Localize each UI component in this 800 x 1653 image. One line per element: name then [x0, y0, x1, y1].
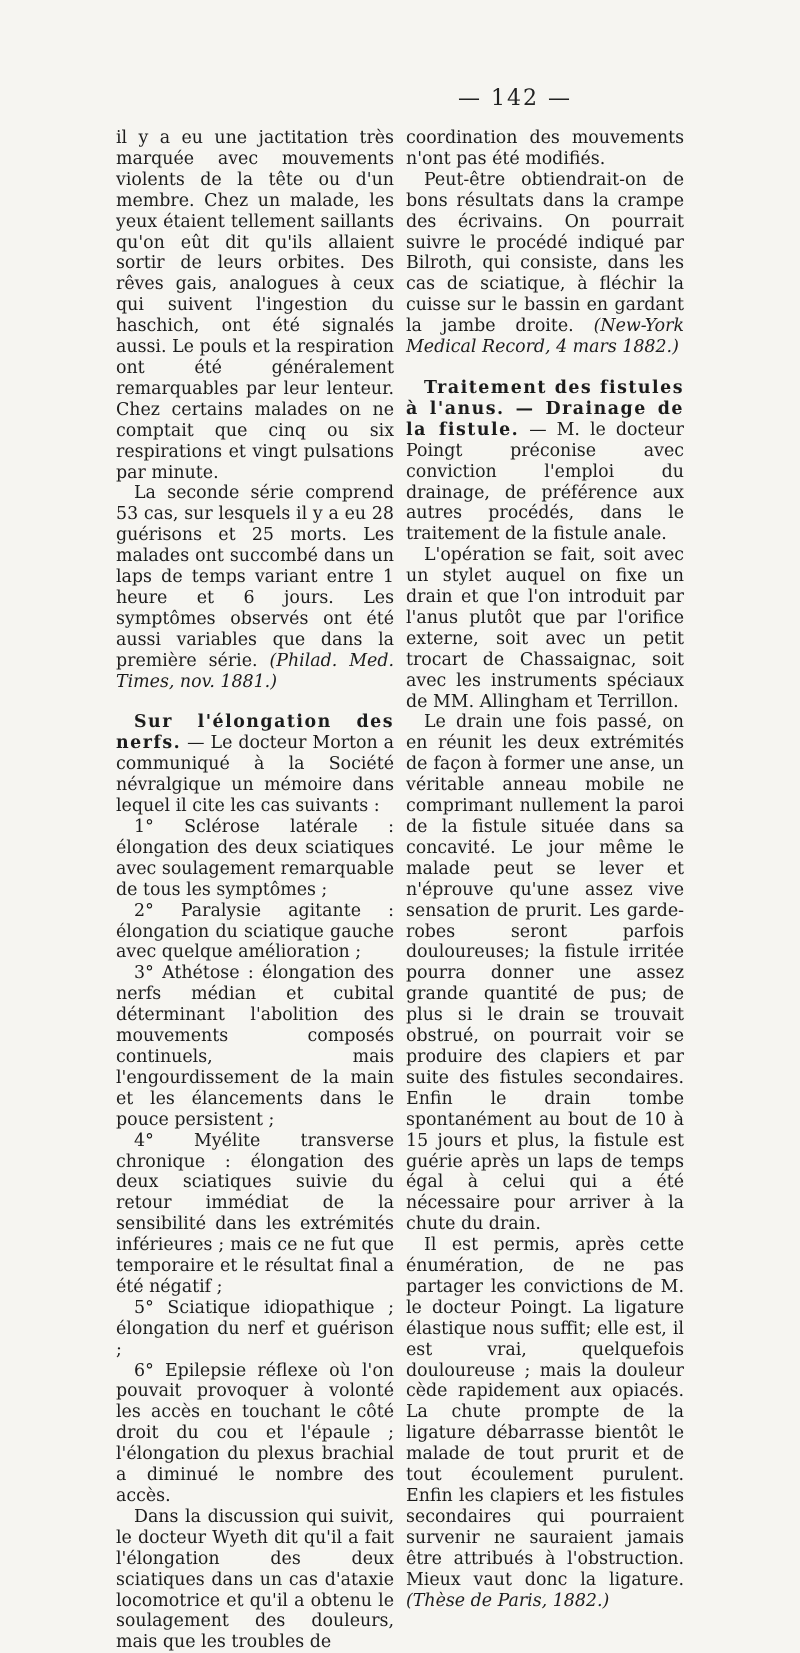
paragraph-text: La seconde série comprend 53 cas, sur lesquels il y a eu 28 guérisons et 25 morts. Les malades ont succombé dans un laps de temps variant entre 1 heure et 6 jours. Les symptômes observés ont été aussi variables que dans la première série.: [116, 483, 394, 671]
citation: (Philad. Med. Times, nov. 1881.): [116, 650, 394, 692]
list-item: 6° Epilepsie réflexe où l'on pouvait provoquer à volonté les accès en touchant le côté droit du cou et l'épaule ; l'élongation du plexus brachial a diminué le nombre des accès.: [116, 1360, 394, 1506]
paragraph: Le drain une fois passé, on en réunit les deux extrémités de façon à former une anse, un véritable anneau mobile ne comprimant nullement la paroi de la fistule située dans sa concavité. Le jour même le malade peut se lever et n'éprouve qu'une assez vive sensation de prurit. Les garde-robes seront parfois douloureuses; la fistule irritée pourra donner une assez grande quantité de pus; de plus si le drain se trouvait obstrué, on pourrait voir se produire des clapiers et par suite des fistules secondaires. Enfin le drain tombe spontanément au bout de 10 à 15 jours et plus, la fistule est guérie après un laps de temps égal à celui qui a été nécessaire pour arriver à la chute du drain.: [406, 712, 684, 1235]
list-item: 3° Athétose : élongation des nerfs médian et cubital déterminant l'abolition des mouvements composés continuels, mais l'engourdissement de la main et les élancements dans le pouce persistent ;: [116, 963, 394, 1130]
paragraph-text: Peut-être obtiendrait-on de bons résultats dans la crampe des écrivains. On pourrait suivre le procédé indiqué par Bilroth, qui consiste, dans les cas de sciatique, à fléchir la cuisse sur le bassin en gardant la jambe droite.: [406, 169, 684, 337]
citation: (New-York Medical Record, 4 mars 1882.): [406, 316, 684, 358]
paragraph: [406, 1235, 684, 1611]
paragraph: [116, 483, 394, 692]
paragraph-text: — Le docteur Morton a communiqué à la Société névralgique un mémoire dans lequel il cite les cas suivants :: [116, 733, 394, 817]
section-heading-paragraph: [406, 378, 684, 545]
section-heading: Traitement des fistules à l'anus. — Drainage de la fistule.: [406, 377, 684, 440]
paragraph: Dans la discussion qui suivit, le docteur Wyeth dit qu'il a fait l'élongation des deux sciatiques dans un cas d'ataxie locomotrice et qu'il a obtenu le soulagement des douleurs, mais que les troubles de: [116, 1506, 394, 1653]
paragraph: il y a eu une jactitation très marquée avec mouvements violents de la tête ou d'un membre. Chez un malade, les yeux étaient tellement saillants qu'on eût dit qu'ils allaient sortir de leurs orbites. Des rêves gais, analogues à ceux qui suivent l'ingestion du haschich, ont été signalés aussi. Le pouls et la respiration ont été généralement remarquables par leur lenteur. Chez certains malades on ne comptait que cinq ou six respirations et vingt pulsations par minute.: [116, 128, 394, 483]
paragraph: coordination des mouvements n'ont pas été modifiés.: [406, 128, 684, 169]
section-heading-paragraph: [116, 712, 394, 817]
list-item: 2° Paralysie agitante : élongation du sciatique gauche avec quelque amélioration ;: [116, 900, 394, 963]
list-item: 5° Sciatique idiopathique ; élongation du nerf et guérison ;: [116, 1297, 394, 1360]
right-column: [406, 128, 684, 1611]
page-number-text: — 142 —: [458, 86, 572, 111]
paragraph: [406, 170, 684, 358]
paragraph-text: Il est permis, après cette énumération, de ne pas partager les convictions de M. le docteur Poingt. La ligature élastique nous suffit; elle est, il est vrai, quelquefois douloureuse ; mais la douleur cède rapidement aux opiacés. La chute prompte de la ligature débarrasse bientôt le malade de tout prurit et de tout écoulement purulent. Enfin les clapiers et les fistules secondaires qui pourraient survenir ne sauraient jamais être attribués à l'obstruction. Mieux vaut donc la ligature.: [406, 1235, 684, 1590]
list-item: 1° Sclérose latérale : élongation des deux sciatiques avec soulagement remarquable de tous les symptômes ;: [116, 817, 394, 900]
list-item: 4° Myélite transverse chronique : élongation des deux sciatiques suivie du retour immédiat de la sensibilité dans les extrémités inférieures ; mais ce ne fut que temporaire et le résultat final a été négatif ;: [116, 1130, 394, 1297]
left-column: [116, 128, 394, 1653]
paragraph: L'opération se fait, soit avec un stylet auquel on fixe un drain et que l'on introduit par l'anus plutôt que par l'orifice externe, soit avec un petit trocart de Chassaignac, soit avec les instruments spéciaux de MM. Allingham et Terrillon.: [406, 545, 684, 712]
paragraph-text: — M. le docteur Poingt préconise avec conviction l'emploi du drainage, de préférence aux autres procédés, dans le traitement de la fistule anale.: [406, 419, 684, 545]
page-number: [0, 86, 800, 111]
section-heading: Sur l'élongation des nerfs.: [116, 712, 394, 754]
citation: (Thèse de Paris, 1882.): [406, 1590, 610, 1611]
